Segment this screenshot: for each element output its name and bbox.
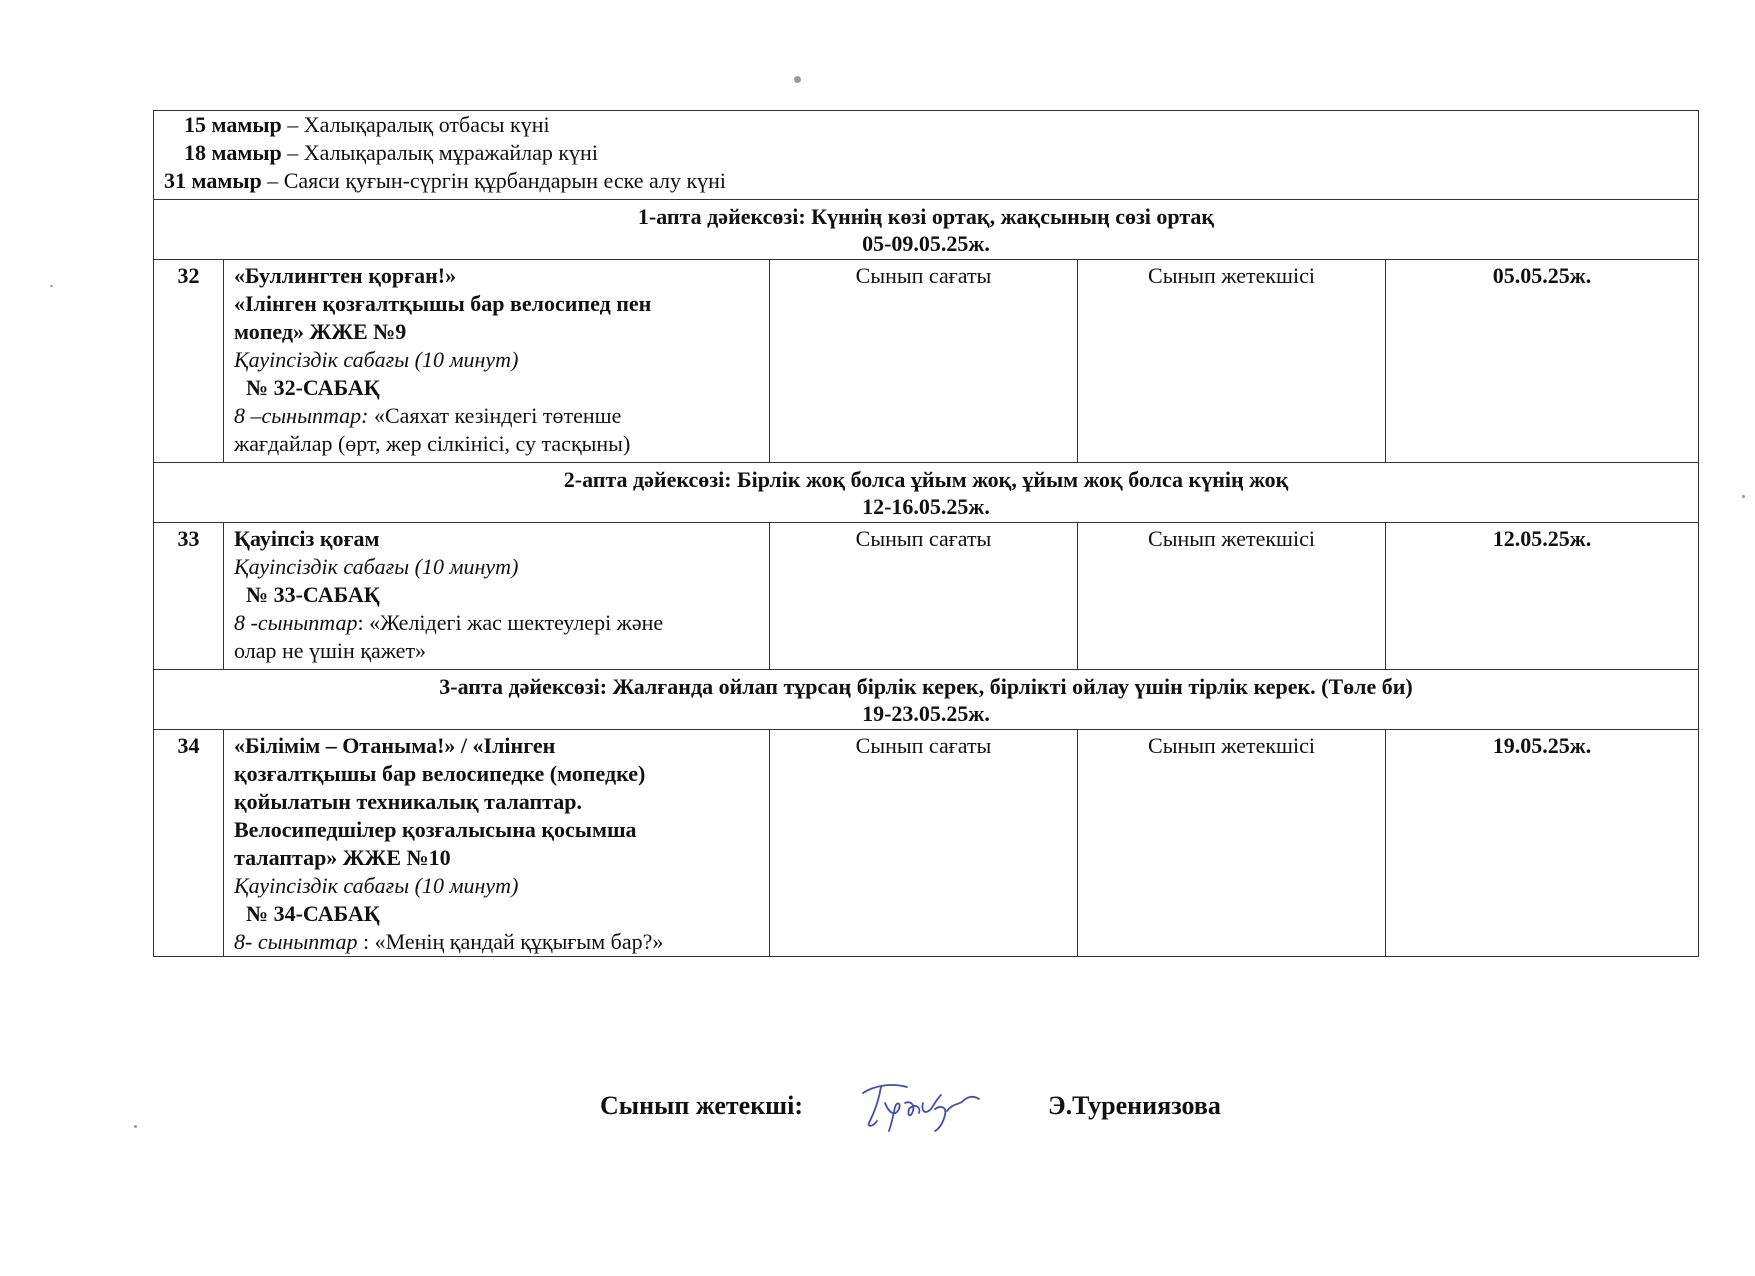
holiday-date: 15 мамыр	[184, 112, 282, 137]
topic-title-line: Велосипедшілер қозғалысына қосымша	[234, 817, 637, 842]
lesson-number: 32	[154, 260, 224, 463]
safety-lesson-note: Қауіпсіздік сабағы (10 минут)	[234, 554, 519, 579]
week-header	[154, 200, 1699, 260]
grade-line	[234, 609, 761, 637]
week-date-range: 12-16.05.25ж.	[862, 494, 990, 519]
plan-table	[153, 110, 1699, 957]
grade-line	[234, 928, 761, 956]
topic-title-line: Қауіпсіз қоғам	[234, 526, 380, 551]
lesson-topic	[224, 260, 770, 463]
lesson-number: 34	[154, 730, 224, 957]
handwritten-signature	[855, 1073, 985, 1137]
signature-name: Э.Турениязова	[1048, 1091, 1221, 1120]
lesson-row	[154, 260, 1699, 463]
topic-title-line: қойылатын техникалық талаптар.	[234, 789, 582, 814]
grade-topic: «Саяхат кезіндегі төтенше	[368, 403, 622, 428]
week-header-row	[154, 200, 1699, 260]
grade-label: 8 –сыныптар:	[234, 403, 369, 428]
lesson-code: № 32-САБАҚ	[246, 375, 380, 400]
lesson-code: № 33-САБАҚ	[246, 582, 380, 607]
lesson-date: 05.05.25ж.	[1386, 260, 1699, 463]
grade-topic: : «Менің қандай құқығым бар?»	[357, 929, 664, 954]
lesson-row	[154, 523, 1699, 670]
week-motto: 1-апта дәйексөзі: Күннің көзі ортақ, жақсының сөзі ортақ	[637, 204, 1215, 229]
topic-title-line: «Буллингтен қорған!»	[234, 263, 457, 288]
grade-topic: олар не үшін қажет»	[234, 638, 427, 663]
grade-label: 8- сыныптар	[234, 929, 358, 954]
lesson-date: 19.05.25ж.	[1386, 730, 1699, 957]
grade-topic: : «Желідегі жас шектеулері және	[357, 610, 664, 635]
lesson-form: Сынып сағаты	[770, 730, 1078, 957]
holiday-text: – Халықаралық отбасы күні	[281, 112, 550, 137]
week-motto: 2-апта дәйексөзі: Бірлік жоқ болса ұйым жоқ, ұйым жоқ болса күнің жоқ	[563, 467, 1289, 492]
grade-line	[234, 402, 761, 430]
week-header	[154, 463, 1699, 523]
lesson-code: № 34-САБАҚ	[246, 901, 380, 926]
scan-speck	[794, 76, 801, 83]
holiday-line	[164, 139, 1690, 167]
topic-title-line: «Ілінген қозғалтқышы бар велосипед пен	[234, 291, 652, 316]
topic-title-line: «Білімім – Отаныма!» / «Ілінген	[234, 733, 556, 758]
week-header-row	[154, 463, 1699, 523]
holiday-date: 18 мамыр	[184, 140, 282, 165]
lesson-topic	[224, 523, 770, 670]
grade-topic: жағдайлар (өрт, жер сілкінісі, су тасқыны)	[234, 431, 631, 456]
holidays-cell	[154, 111, 1699, 200]
holiday-line	[164, 111, 1690, 139]
lesson-date: 12.05.25ж.	[1386, 523, 1699, 670]
signature-block	[600, 1085, 1360, 1135]
topic-title-line: талаптар» ЖЖЕ №10	[234, 845, 451, 870]
grade-label: 8 -сыныптар	[234, 610, 358, 635]
lesson-responsible: Сынып жетекшісі	[1078, 730, 1386, 957]
scan-speck	[134, 1125, 137, 1128]
lesson-form: Сынып сағаты	[770, 523, 1078, 670]
holiday-text: – Халықаралық мұражайлар күні	[281, 140, 598, 165]
safety-lesson-note: Қауіпсіздік сабағы (10 минут)	[234, 347, 519, 372]
signature-label: Сынып жетекші:	[600, 1091, 804, 1120]
holiday-text: – Саяси қуғын-сүргін құрбандарын еске алу күні	[261, 168, 727, 193]
topic-title-line: мопед» ЖЖЕ №9	[234, 319, 407, 344]
topic-title-line: қозғалтқышы бар велосипедке (мопедке)	[234, 761, 646, 786]
week-date-range: 19-23.05.25ж.	[862, 701, 990, 726]
lesson-form: Сынып сағаты	[770, 260, 1078, 463]
holidays-row	[154, 111, 1699, 200]
lesson-responsible: Сынып жетекшісі	[1078, 260, 1386, 463]
week-motto: 3-апта дәйексөзі: Жалғанда ойлап тұрсаң бірлік керек, бірлікті ойлау үшін тірлік керек. (Төле би)	[439, 674, 1413, 699]
safety-lesson-note: Қауіпсіздік сабағы (10 минут)	[234, 873, 519, 898]
lesson-topic	[224, 730, 770, 957]
holiday-line	[164, 167, 1690, 195]
week-header-row	[154, 670, 1699, 730]
holiday-date: 31 мамыр	[164, 168, 262, 193]
scan-speck	[50, 285, 53, 287]
lesson-responsible: Сынып жетекшісі	[1078, 523, 1386, 670]
lesson-row	[154, 730, 1699, 957]
week-date-range: 05-09.05.25ж.	[862, 231, 990, 256]
week-header	[154, 670, 1699, 730]
scan-speck	[1742, 495, 1745, 498]
lesson-number: 33	[154, 523, 224, 670]
plan-sheet	[153, 110, 1698, 957]
